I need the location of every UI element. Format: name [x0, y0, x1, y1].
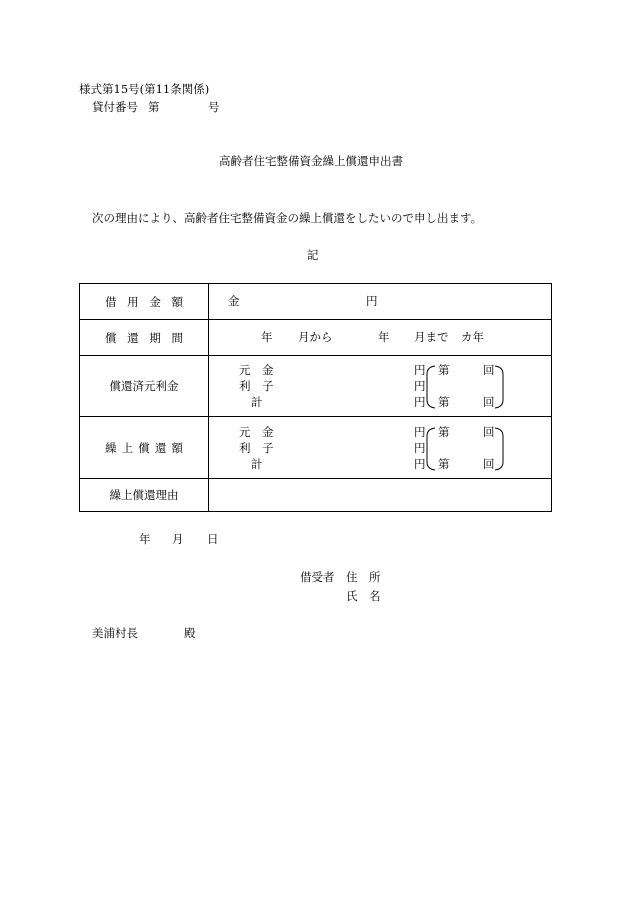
- repaid-principal-interest-label: 償還済元利金: [109, 379, 179, 393]
- date-year: 年: [139, 532, 151, 546]
- loan-number-label: 貸付番号: [92, 100, 138, 114]
- installment-suffix: 回: [483, 457, 495, 471]
- end-year-unit: 年: [378, 330, 390, 344]
- repayment-form-table: [79, 283, 552, 512]
- borrowed-amount-field[interactable]: [209, 284, 552, 320]
- yen-unit: 円: [414, 395, 426, 409]
- label-cell: [80, 284, 209, 320]
- document-title: 高齢者住宅整備資金繰上償還申出書: [219, 154, 403, 168]
- loan-number-prefix: 第: [148, 100, 160, 114]
- early-repayment-reason-label: 繰上償還理由: [109, 488, 179, 502]
- yen-unit: 円: [414, 379, 426, 393]
- yen-unit: 円: [414, 425, 426, 439]
- honorific: 殿: [184, 626, 196, 640]
- label-cell: [80, 417, 209, 479]
- repaid-principal-interest-field[interactable]: [209, 356, 552, 417]
- interest-label: 利 子: [239, 441, 274, 455]
- start-year-unit: 年: [261, 330, 273, 344]
- yen-unit: 円: [366, 294, 378, 308]
- yen-prefix: 金: [228, 294, 240, 308]
- end-month-unit: 月まで: [414, 330, 449, 344]
- label-cell: [80, 320, 209, 356]
- label-cell: [80, 356, 209, 417]
- intro-text: 次の理由により、高齢者住宅整備資金の繰上償還をしたいので申し出ます。: [92, 211, 483, 225]
- years-unit: カ年: [461, 330, 484, 344]
- interest-label: 利 子: [239, 379, 274, 393]
- early-repayment-amount-field[interactable]: [209, 417, 552, 479]
- total-label: 計: [251, 457, 263, 471]
- row-repaid-principal-interest: [80, 356, 552, 417]
- row-early-repayment-reason: [80, 479, 552, 512]
- principal-label: 元 金: [239, 425, 274, 439]
- principal-label: 元 金: [239, 363, 274, 377]
- date-day: 日: [207, 532, 219, 546]
- yen-unit: 円: [414, 457, 426, 471]
- row-early-repayment-amount: [80, 417, 552, 479]
- total-label: 計: [251, 395, 263, 409]
- installment-suffix: 回: [483, 425, 495, 439]
- early-repayment-amount-label: 繰 上 償 還 額: [105, 440, 183, 455]
- loan-number-suffix: 号: [208, 100, 220, 114]
- start-month-unit: 月から: [298, 330, 333, 344]
- yen-unit: 円: [414, 441, 426, 455]
- installment-suffix: 回: [483, 395, 495, 409]
- borrower-address-label: 住 所: [346, 570, 381, 584]
- ki-heading: 記: [307, 248, 319, 262]
- installment-prefix: 第: [438, 425, 450, 439]
- right-bracket-icon: [493, 427, 505, 471]
- early-repayment-reason-field[interactable]: [209, 479, 552, 512]
- installment-prefix: 第: [438, 395, 450, 409]
- row-repayment-period: [80, 320, 552, 356]
- yen-unit: 円: [414, 363, 426, 377]
- borrower-label: 借受者: [300, 570, 335, 584]
- repayment-period-label: 償 還 期 間: [105, 330, 183, 345]
- installment-suffix: 回: [483, 363, 495, 377]
- borrowed-amount-label: 借 用 金 額: [105, 294, 183, 309]
- date-month: 月: [172, 532, 184, 546]
- left-bracket-icon: [425, 365, 437, 409]
- addressee: 美浦村長: [92, 626, 138, 640]
- borrower-name-label: 氏 名: [346, 589, 381, 603]
- installment-prefix: 第: [438, 363, 450, 377]
- repayment-period-field[interactable]: [209, 320, 552, 356]
- form-number: 様式第15号(第11条関係): [79, 82, 210, 96]
- installment-prefix: 第: [438, 457, 450, 471]
- row-borrowed-amount: [80, 284, 552, 320]
- left-bracket-icon: [425, 427, 437, 471]
- right-bracket-icon: [493, 365, 505, 409]
- label-cell: [80, 479, 209, 512]
